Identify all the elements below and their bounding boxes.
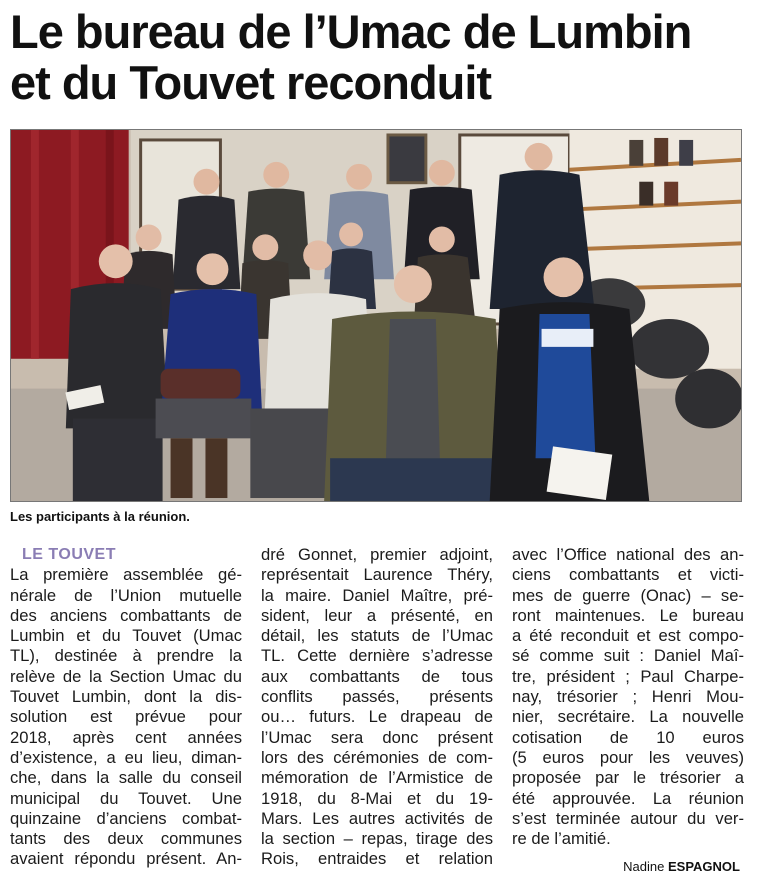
column-1-line: d’existence, a eu lieu, diman-	[10, 747, 242, 767]
column-3-line: proposée par le trésorier a	[512, 768, 744, 788]
column-3-line: mes de guerre (Onac) – se-	[512, 585, 744, 605]
column-2-line: 1918, du 8-Mai et du 19-	[261, 788, 493, 808]
column-1-line: 2018, après cent années	[10, 727, 242, 747]
headline-line-1: Le bureau de l’Umac de Lumbin	[10, 5, 692, 58]
column-3-line: (5 euros pour les veuves)	[512, 747, 744, 767]
column-2-line: aux combattants de tous	[261, 666, 493, 686]
column-2-line: conflits passés, présents	[261, 687, 493, 707]
column-3-line: ront maintenues. Le bureau	[512, 605, 744, 625]
column-1-line: relève de la Section Umac du	[10, 666, 242, 686]
column-2-line: l’Umac sera donc présent	[261, 727, 493, 747]
column-1-line: des anciens combattants de	[10, 605, 242, 625]
column-2-line: Rois, entraides et relation	[261, 849, 493, 869]
column-2-line: lors des cérémonies de com-	[261, 747, 493, 767]
column-2-line: TL. Cette dernière s’adresse	[261, 646, 493, 666]
column-1-line: La première assemblée gé-	[10, 565, 242, 585]
column-3-line: nier, secrétaire. La nouvelle	[512, 707, 744, 727]
column-1-line: TL), destinée à prendre la	[10, 646, 242, 666]
column-2-line: représentait Laurence Théry,	[261, 565, 493, 585]
photo-caption: Les participants à la réunion.	[10, 509, 190, 524]
column-3-line: re de l’amitié.	[512, 829, 611, 849]
column-2-line: sident, leur a présenté, en	[261, 605, 493, 625]
column-3-line: cotisation de 10 euros	[512, 727, 744, 747]
column-1-line: solution est prévue pour	[10, 707, 242, 727]
column-3-line: a été reconduit et est compo-	[512, 626, 744, 646]
column-1-line: quinzaine d’anciens combat-	[10, 808, 242, 828]
column-2-line: la section – repas, tirage des	[261, 829, 493, 849]
column-3-line: s’est terminée autour du ver-	[512, 808, 744, 828]
column-1	[10, 545, 242, 870]
column-3-line: sé comme suit : Daniel Maî-	[512, 646, 744, 666]
column-3-line: été approuvée. La réunion	[512, 788, 744, 808]
column-1-line: che, dans la salle du conseil	[10, 768, 242, 788]
column-1-line: Touvet Lumbin, dont la dis-	[10, 687, 242, 707]
column-1-line: tants des deux communes	[10, 829, 242, 849]
column-3-line: tre, président ; Paul Charpe-	[512, 666, 744, 686]
headline-line-2: et du Touvet reconduit	[10, 56, 492, 109]
column-3-line: nay, trésorier ; Henri Mou-	[512, 687, 744, 707]
section-label: LE TOUVET	[22, 546, 116, 563]
column-2-line: ou… futurs. Le drapeau de	[261, 707, 493, 727]
byline-last-name: ESPAGNOL	[668, 859, 740, 874]
column-2-line: Mars. Les autres activités de	[261, 808, 493, 828]
group-photo-illustration	[11, 130, 741, 501]
column-2	[261, 545, 493, 870]
column-1-line: nérale de l’Union mutuelle	[10, 585, 242, 605]
byline-first-name: Nadine	[623, 859, 665, 874]
column-2-line: mémoration de l’Armistice de	[261, 768, 493, 788]
column-2-line: la maire. Daniel Maître, pré-	[261, 585, 493, 605]
column-3-line: avec l’Office national des an-	[512, 545, 744, 564]
byline	[623, 859, 740, 874]
column-1-line: avaient répondu présent. An-	[10, 849, 242, 869]
column-3-line: ciens combattants et victi-	[512, 565, 744, 585]
column-1-line: municipal du Touvet. Une	[10, 788, 242, 808]
column-1-line: Lumbin et du Touvet (Umac	[10, 626, 242, 646]
column-2-line: détail, les statuts de l’Umac	[261, 626, 493, 646]
column-2-line: dré Gonnet, premier adjoint,	[261, 545, 493, 564]
headline	[10, 6, 750, 108]
column-3	[512, 545, 744, 849]
group-photo	[10, 129, 742, 502]
